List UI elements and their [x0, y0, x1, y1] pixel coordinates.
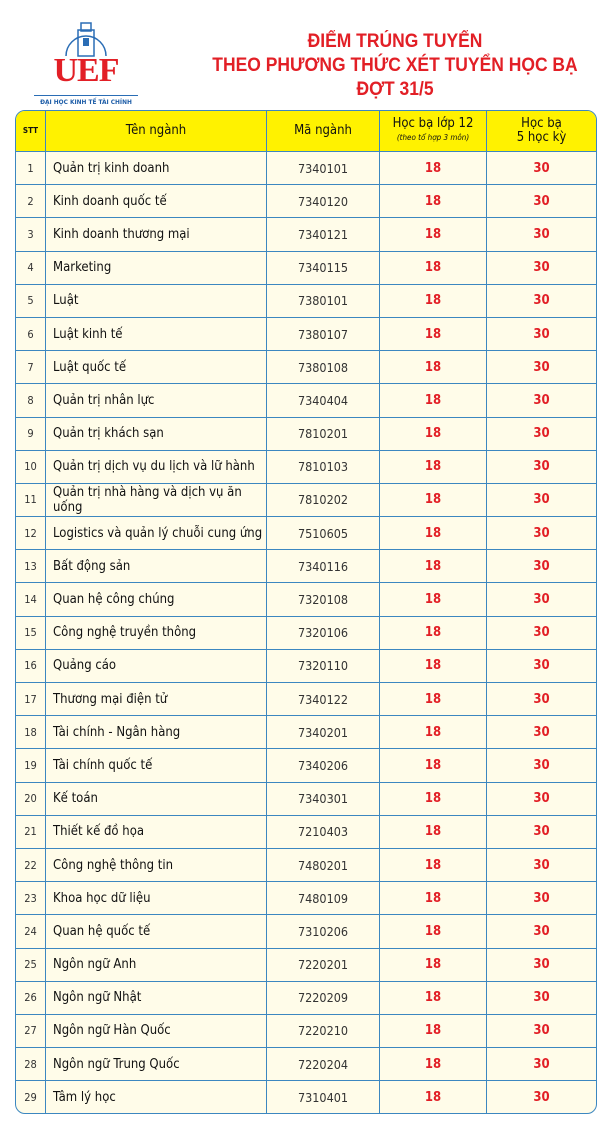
cell-stt: 23 — [24, 891, 37, 905]
table-row — [16, 383, 596, 416]
cell-code: 7340101 — [266, 152, 379, 184]
cell-stt: 11 — [24, 493, 37, 507]
cell-name: Khoa học dữ liệu — [45, 882, 266, 914]
cell-hb5: 30 — [486, 252, 596, 284]
table-row — [16, 350, 596, 383]
cell-hb12: 18 — [379, 550, 486, 582]
cell-hb5: 30 — [486, 218, 596, 250]
cell-name: Logistics và quản lý chuỗi cung ứng — [45, 517, 266, 549]
cell-stt: 17 — [24, 692, 37, 706]
table-row — [16, 483, 596, 516]
cell-hb5: 30 — [486, 484, 596, 516]
cell-hb5: 30 — [486, 1081, 596, 1113]
title-line-1: ĐIỂM TRÚNG TUYỂN — [307, 31, 483, 52]
table-row — [16, 815, 596, 848]
header-code: Mã ngành — [266, 111, 379, 151]
table-row — [16, 582, 596, 615]
cell-hb5: 30 — [486, 849, 596, 881]
cell-hb5: 30 — [486, 185, 596, 217]
table-row — [16, 549, 596, 582]
cell-code: 7310206 — [266, 915, 379, 947]
header-name: Tên ngành — [45, 111, 266, 151]
cell-stt: 1 — [27, 161, 34, 175]
cell-hb5: 30 — [486, 683, 596, 715]
cell-name: Quản trị dịch vụ du lịch và lữ hành — [45, 451, 266, 483]
cell-hb12: 18 — [379, 1015, 486, 1047]
cell-name: Tài chính - Ngân hàng — [45, 716, 266, 748]
cell-hb12: 18 — [379, 617, 486, 649]
cell-code: 7340404 — [266, 384, 379, 416]
logo-text: UEF — [53, 52, 119, 89]
cell-name: Kinh doanh quốc tế — [45, 185, 266, 217]
table-row — [16, 516, 596, 549]
cell-stt: 28 — [24, 1057, 37, 1071]
cell-stt: 3 — [27, 227, 34, 241]
cell-stt: 29 — [24, 1090, 37, 1104]
cell-hb5: 30 — [486, 749, 596, 781]
cell-hb12: 18 — [379, 318, 486, 350]
cell-name: Ngôn ngữ Nhật — [45, 982, 266, 1014]
cell-code: 7380107 — [266, 318, 379, 350]
cell-name: Quản trị khách sạn — [45, 418, 266, 450]
header-hb12 — [379, 111, 486, 151]
cell-code: 7340115 — [266, 252, 379, 284]
cell-name: Ngôn ngữ Trung Quốc — [45, 1048, 266, 1080]
cell-hb5: 30 — [486, 351, 596, 383]
cell-hb12: 18 — [379, 451, 486, 483]
cell-hb5: 30 — [486, 617, 596, 649]
cell-hb12: 18 — [379, 982, 486, 1014]
cell-code: 7310401 — [266, 1081, 379, 1113]
cell-hb5: 30 — [486, 583, 596, 615]
table-row — [16, 284, 596, 317]
cell-stt: 12 — [24, 526, 37, 540]
table-row — [16, 1014, 596, 1047]
cell-hb5: 30 — [486, 783, 596, 815]
cell-hb5: 30 — [486, 1015, 596, 1047]
cell-hb12: 18 — [379, 1081, 486, 1113]
cell-hb12: 18 — [379, 716, 486, 748]
cell-stt: 13 — [24, 559, 37, 573]
cell-hb5: 30 — [486, 915, 596, 947]
cell-hb5: 30 — [486, 949, 596, 981]
table-row — [16, 1080, 596, 1113]
cell-code: 7340121 — [266, 218, 379, 250]
cell-stt: 8 — [27, 393, 34, 407]
cell-name: Marketing — [45, 252, 266, 284]
cell-stt: 21 — [24, 825, 37, 839]
table-row — [16, 616, 596, 649]
table-row — [16, 848, 596, 881]
cell-hb5: 30 — [486, 285, 596, 317]
table-row — [16, 317, 596, 350]
cell-stt: 18 — [24, 725, 37, 739]
page-title — [206, 30, 583, 102]
cell-name: Thương mại điện tử — [45, 683, 266, 715]
cell-stt: 19 — [24, 758, 37, 772]
cell-hb5: 30 — [486, 517, 596, 549]
cell-hb12: 18 — [379, 849, 486, 881]
table-row — [16, 748, 596, 781]
cell-hb5: 30 — [486, 152, 596, 184]
cell-hb5: 30 — [486, 384, 596, 416]
cell-name: Tài chính quốc tế — [45, 749, 266, 781]
cell-code: 7810202 — [266, 484, 379, 516]
header-stt: STT — [22, 126, 39, 135]
cell-code: 7340301 — [266, 783, 379, 815]
cell-hb12: 18 — [379, 915, 486, 947]
logo-subtitle: ĐẠI HỌC KINH TẾ TÀI CHÍNH — [40, 98, 132, 106]
cell-name: Bất động sản — [45, 550, 266, 582]
cell-stt: 2 — [27, 194, 34, 208]
header-hb5-line2: 5 học kỳ — [516, 130, 567, 145]
cell-stt: 9 — [27, 427, 34, 441]
cell-name: Ngôn ngữ Anh — [45, 949, 266, 981]
table-row — [16, 217, 596, 250]
cell-name: Quảng cáo — [45, 650, 266, 682]
header-hb12-note: (theo tổ hợp 3 môn) — [396, 133, 470, 142]
cell-name: Luật quốc tế — [45, 351, 266, 383]
cell-hb12: 18 — [379, 816, 486, 848]
cell-code: 7810201 — [266, 418, 379, 450]
cell-hb12: 18 — [379, 218, 486, 250]
cell-name: Quan hệ công chúng — [45, 583, 266, 615]
table-row — [16, 417, 596, 450]
cell-code: 7220210 — [266, 1015, 379, 1047]
table-row — [16, 881, 596, 914]
cell-name: Quản trị kinh doanh — [45, 152, 266, 184]
cell-code: 7340120 — [266, 185, 379, 217]
table-row — [16, 1047, 596, 1080]
cell-hb5: 30 — [486, 716, 596, 748]
cell-hb5: 30 — [486, 418, 596, 450]
table-row — [16, 914, 596, 947]
cell-code: 7340201 — [266, 716, 379, 748]
cell-stt: 27 — [24, 1024, 37, 1038]
admission-score-table — [15, 110, 597, 1114]
table-header — [16, 111, 596, 151]
cell-code: 7380101 — [266, 285, 379, 317]
cell-code: 7320110 — [266, 650, 379, 682]
cell-hb12: 18 — [379, 1048, 486, 1080]
cell-stt: 15 — [24, 626, 37, 640]
cell-hb5: 30 — [486, 882, 596, 914]
title-line-3: ĐỢT 31/5 — [356, 79, 434, 100]
cell-name: Luật — [45, 285, 266, 317]
cell-hb5: 30 — [486, 982, 596, 1014]
cell-name: Quản trị nhà hàng và dịch vụ ăn uống — [45, 484, 266, 516]
header-hb12-label: Học bạ lớp 12 — [392, 116, 474, 131]
cell-hb5: 30 — [486, 451, 596, 483]
cell-hb12: 18 — [379, 152, 486, 184]
cell-code: 7340116 — [266, 550, 379, 582]
cell-code: 7320106 — [266, 617, 379, 649]
cell-hb12: 18 — [379, 949, 486, 981]
cell-code: 7340206 — [266, 749, 379, 781]
cell-hb5: 30 — [486, 1048, 596, 1080]
cell-code: 7510605 — [266, 517, 379, 549]
table-row — [16, 782, 596, 815]
table-row — [16, 715, 596, 748]
cell-hb12: 18 — [379, 650, 486, 682]
cell-code: 7340122 — [266, 683, 379, 715]
cell-name: Kinh doanh thương mại — [45, 218, 266, 250]
cell-code: 7480109 — [266, 882, 379, 914]
uef-logo — [30, 18, 142, 106]
cell-name: Luật kinh tế — [45, 318, 266, 350]
cell-stt: 25 — [24, 958, 37, 972]
cell-stt: 20 — [24, 792, 37, 806]
cell-stt: 7 — [27, 360, 34, 374]
cell-code: 7320108 — [266, 583, 379, 615]
cell-hb12: 18 — [379, 749, 486, 781]
header-hb5-line1: Học bạ — [521, 116, 562, 131]
cell-stt: 10 — [24, 460, 37, 474]
cell-code: 7480201 — [266, 849, 379, 881]
cell-hb5: 30 — [486, 650, 596, 682]
cell-hb12: 18 — [379, 583, 486, 615]
cell-stt: 16 — [24, 659, 37, 673]
cell-hb12: 18 — [379, 285, 486, 317]
title-line-2: THEO PHƯƠNG THỨC XÉT TUYỂN HỌC BẠ — [212, 55, 578, 76]
table-row — [16, 649, 596, 682]
cell-hb12: 18 — [379, 384, 486, 416]
cell-stt: 24 — [24, 924, 37, 938]
cell-hb12: 18 — [379, 517, 486, 549]
cell-name: Ngôn ngữ Hàn Quốc — [45, 1015, 266, 1047]
cell-stt: 6 — [27, 327, 34, 341]
table-row — [16, 981, 596, 1014]
cell-code: 7210403 — [266, 816, 379, 848]
table-row — [16, 948, 596, 981]
cell-stt: 5 — [27, 294, 34, 308]
cell-code: 7810103 — [266, 451, 379, 483]
cell-name: Thiết kế đồ họa — [45, 816, 266, 848]
cell-code: 7220209 — [266, 982, 379, 1014]
table-row — [16, 151, 596, 184]
cell-name: Quan hệ quốc tế — [45, 915, 266, 947]
cell-hb5: 30 — [486, 816, 596, 848]
cell-name: Công nghệ thông tin — [45, 849, 266, 881]
cell-stt: 22 — [24, 858, 37, 872]
cell-code: 7220204 — [266, 1048, 379, 1080]
cell-stt: 14 — [24, 593, 37, 607]
cell-name: Tâm lý học — [45, 1081, 266, 1113]
cell-code: 7380108 — [266, 351, 379, 383]
cell-name: Quản trị nhân lực — [45, 384, 266, 416]
cell-hb12: 18 — [379, 252, 486, 284]
table-row — [16, 251, 596, 284]
table-row — [16, 450, 596, 483]
cell-hb12: 18 — [379, 783, 486, 815]
cell-hb5: 30 — [486, 318, 596, 350]
header-hb5 — [486, 111, 596, 151]
cell-stt: 4 — [27, 261, 34, 275]
cell-name: Công nghệ truyền thông — [45, 617, 266, 649]
cell-hb12: 18 — [379, 185, 486, 217]
cell-hb5: 30 — [486, 550, 596, 582]
cell-hb12: 18 — [379, 882, 486, 914]
table-row — [16, 184, 596, 217]
cell-code: 7220201 — [266, 949, 379, 981]
cell-hb12: 18 — [379, 418, 486, 450]
cell-stt: 26 — [24, 991, 37, 1005]
table-row — [16, 682, 596, 715]
cell-hb12: 18 — [379, 351, 486, 383]
cell-name: Kế toán — [45, 783, 266, 815]
cell-hb12: 18 — [379, 484, 486, 516]
cell-hb12: 18 — [379, 683, 486, 715]
